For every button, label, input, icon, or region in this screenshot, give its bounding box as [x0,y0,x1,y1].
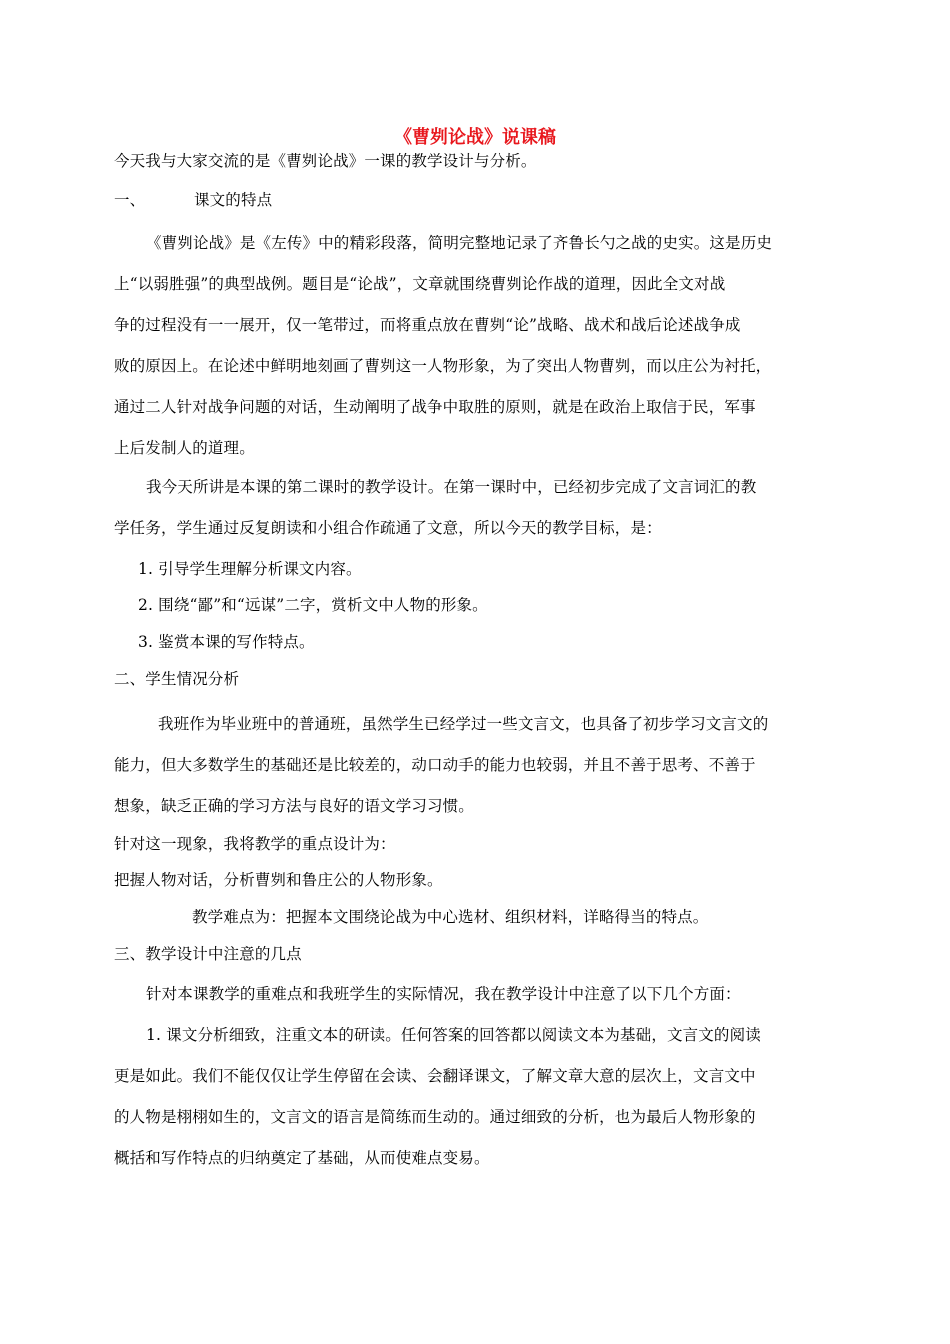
focus-intro: 针对这一现象，我将教学的重点设计为： [114,835,396,853]
difficulty-statement: 教学难点为：把握本文围绕论战为中心选材、组织材料，详略得当的特点。 [192,908,709,926]
goal-item: 1. 引导学生理解分析课文内容。 [138,560,362,578]
section1-para1-line: 上“以弱胜强”的典型战例。题目是“论战”，文章就围绕曹刿论作战的道理，因此全文对战 [114,275,726,293]
section3-heading: 三、教学设计中注意的几点 [114,945,302,963]
section2-para-line: 我班作为毕业班中的普通班，虽然学生已经学过一些文言文，也具备了初步学习文言文的 [158,715,769,733]
section3-point-line: 概括和写作特点的归纳奠定了基础，从而使难点变易。 [114,1149,490,1167]
section2-para-line: 能力，但大多数学生的基础还是比较差的，动口动手的能力也较弱，并且不善于思考、不善于 [114,756,756,774]
section1-para1-line: 通过二人针对战争问题的对话，生动阐明了战争中取胜的原则，就是在政治上取信于民，军事 [114,398,756,416]
section3-intro: 针对本课教学的重难点和我班学生的实际情况，我在教学设计中注意了以下几个方面： [146,985,741,1003]
goal-item: 3. 鉴赏本课的写作特点。 [138,633,315,651]
document-title: 《曹刿论战》说课稿 [394,127,556,148]
section1-heading [114,188,272,212]
section1-para2-line: 学任务，学生通过反复朗读和小组合作疏通了文意，所以今天的教学目标，是： [114,519,662,537]
section1-para1-line: 争的过程没有一一展开，仅一笔带过，而将重点放在曹刿“论”战略、战术和战后论述战争成 [114,316,741,334]
section3-point-line: 1. 课文分析细致，注重文本的研读。任何答案的回答都以阅读文本为基础，文言文的阅读 [146,1026,761,1044]
section1-para1-line: 上后发制人的道理。 [114,439,255,457]
section1-para2-line: 我今天所讲是本课的第二课时的教学设计。在第一课时中，已经初步完成了文言词汇的教 [146,478,757,496]
section2-heading: 二、学生情况分析 [114,670,240,688]
section1-number: 一、 [114,191,146,209]
section3-point-line: 更是如此。我们不能仅仅让学生停留在会读、会翻译课文，了解文章大意的层次上，文言文中 [114,1067,756,1085]
section1-para1-line: 败的原因上。在论述中鲜明地刻画了曹刿这一人物形象，为了突出人物曹刿，而以庄公为衬托， [114,357,772,375]
intro-line: 今天我与大家交流的是《曹刿论战》一课的教学设计与分析。 [114,152,537,170]
section1-title: 课文的特点 [194,191,273,209]
section3-point-line: 的人物是栩栩如生的，文言文的语言是简练而生动的。通过细致的分析，也为最后人物形象的 [114,1108,756,1126]
section1-para1-line: 《曹刿论战》是《左传》中的精彩段落，简明完整地记录了齐鲁长勺之战的史实。这是历史 [146,234,773,252]
section2-para-line: 想象，缺乏正确的学习方法与良好的语文学习习惯。 [114,797,474,815]
focus-statement: 把握人物对话，分析曹刿和鲁庄公的人物形象。 [114,871,443,889]
goal-item: 2. 围绕“鄙”和“远谋”二字，赏析文中人物的形象。 [138,596,488,614]
